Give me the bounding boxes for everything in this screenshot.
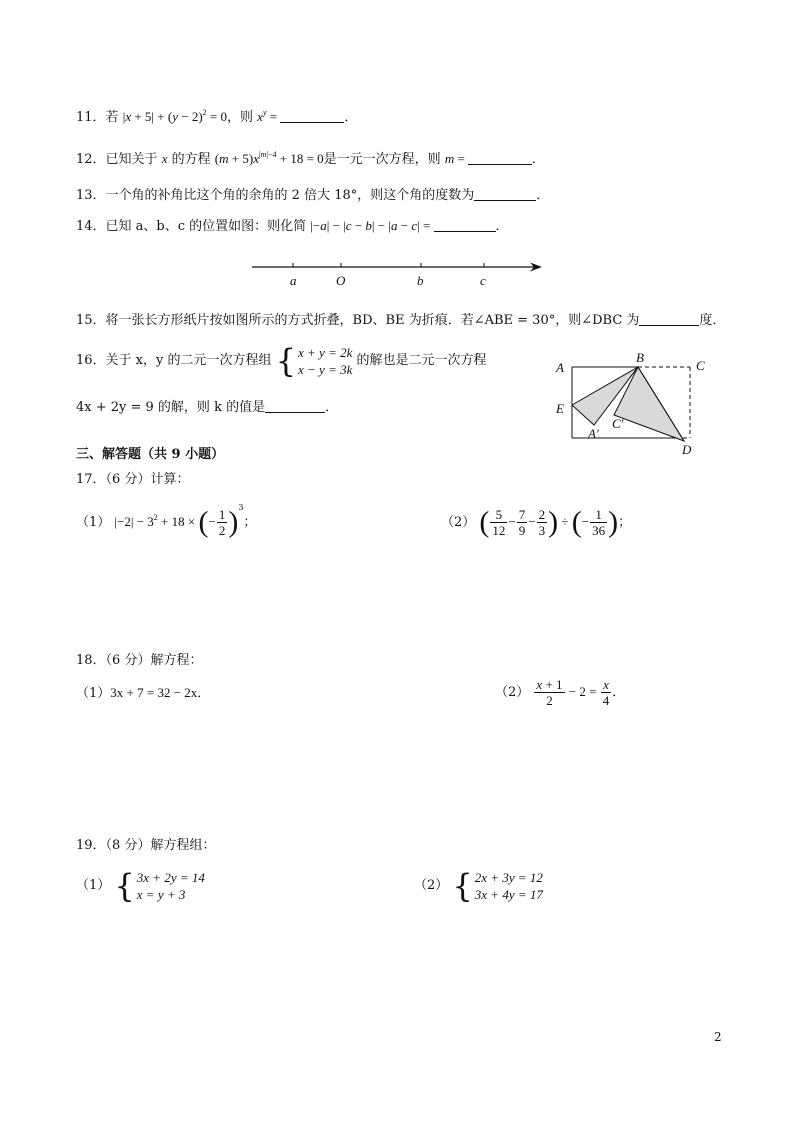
label-a: a — [290, 273, 297, 288]
question-19-header: 19．（8 分）解方程组： — [76, 838, 216, 853]
number-line — [250, 256, 550, 292]
question-18-header: 18．（6 分）解方程： — [76, 653, 203, 668]
label-B: B — [636, 350, 644, 365]
question-11: 11．若 $|x + 5| + (y - 2)^2 = 0$，则 $x^y$ = ． — [76, 108, 358, 125]
question-15: 15．将一张长方形纸片按如图所示的方式折叠，BD、BE 为折痕．若∠ABE = 30°，则∠DBC 为 度． — [76, 313, 726, 328]
question-13: 13．一个角的补角比这个角的余角的 2 倍大 18°，则这个角的度数为 ． — [76, 188, 550, 203]
answer-blank[interactable] — [639, 311, 699, 326]
answer-blank[interactable] — [474, 186, 536, 201]
label-A: A — [556, 360, 564, 375]
answer-blank[interactable] — [468, 150, 532, 165]
equation-system-1: { 3x + 2y = 14 x = y + 3 — [114, 866, 205, 905]
label-o: O — [336, 273, 346, 288]
answer-blank[interactable] — [434, 217, 496, 232]
page-number: 2 — [714, 1030, 722, 1044]
label-C: C — [696, 358, 705, 373]
answer-blank[interactable] — [280, 108, 344, 123]
equation-q12: $(m + 5)x^{|m|-4} + 18 = 0$ — [214, 150, 324, 166]
question-19-part-1: （1） { 3x + 2y = 14 x = y + 3 — [76, 866, 205, 905]
equation-q14: |−a| − |c − b| − |a − c| = — [310, 218, 434, 233]
label-A-prime: A′ — [588, 426, 599, 441]
label-c: c — [480, 273, 486, 288]
question-17-part-1: （1） $|-2| - 3^2 + 18$ × (− $\frac{1}{2}$ )$^3$； — [76, 503, 257, 539]
equation-system-2: { 2x + 3y = 12 3x + 4y = 17 — [452, 866, 543, 905]
label-C-prime: C′ — [612, 416, 624, 431]
question-14: 14．已知 a、b、c 的位置如图：则化简 |−a| − |c − b| − |a − c| = ． — [76, 218, 509, 234]
question-17-part-2: （2） ( $\frac{5}{12}$ − $\frac{7}{9}$ − $\frac{2}{3}$ ) ÷ (− $\frac{1}{36}$ )； — [441, 505, 632, 539]
question-19-part-2: （2） { 2x + 3y = 12 3x + 4y = 17 — [414, 866, 543, 905]
question-16-line-2: 4x + 2y = 9 的解，则 k 的值是 ． — [76, 400, 339, 415]
equation-q11: $|x + 5| + (y - 2)^2 = 0$ — [122, 108, 227, 124]
equation-system-q16: { x + y = 2k x − y = 3k — [275, 341, 353, 380]
section-title: 三、解答题（共 9 小题） — [76, 447, 225, 462]
answer-blank[interactable] — [265, 398, 325, 413]
question-16: 16．关于 x，y 的二元一次方程组 { x + y = 2k x − y = 3k 的解也是二元一次方程 — [76, 341, 487, 380]
question-12: 12．已知关于 x 的方程 $(m + 5)x^{|m|-4} + 18 = 0$是一元一次方程，则 m = ． — [76, 150, 546, 167]
question-18-part-2: （2） $\frac{x + 1}{2}$ − 2 = $\frac{x}{4}$ ． — [495, 677, 626, 708]
question-17-header: 17．（6 分）计算： — [76, 472, 190, 487]
label-E: E — [556, 401, 564, 416]
question-18-part-1: （1）3x + 7 = 32 − 2x． — [76, 685, 211, 701]
folding-figure — [550, 348, 710, 458]
label-b: b — [417, 273, 424, 288]
label-D: D — [682, 442, 692, 457]
